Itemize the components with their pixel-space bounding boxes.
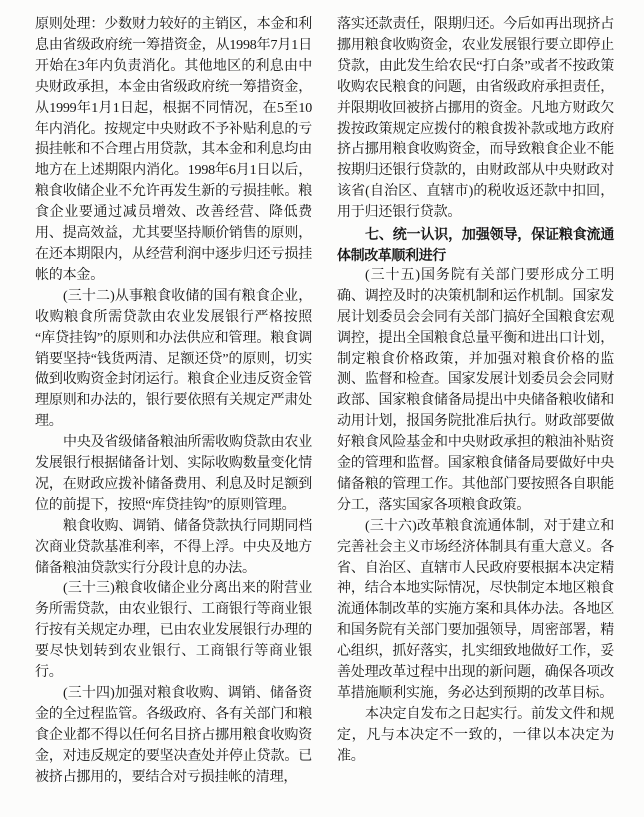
paragraph-debt-resolution-continuation: 原则处理：少数财力较好的主销区，本金和利息由省级政府统一筹措资金，从1998年7月1日开始在3年内负责消化。其他地区的利息由中央财政承担，本金由省级政府统一筹措资金，从1999年1月1日起，根据不同情况，在5至10年内消化。按规定中央财政不予补贴利息的亏损挂帐和不合理占用贷款，其本金和利息均由地方在上述期限内消化。1998年6月1日以后，粮食收储企业不允许再发生新的亏损挂帐。粮食企业要通过减员增效、改善经营、降低费用、提高效益，尤其要坚持顺价销售的原则，在还本期限内，从经营利润中逐步归还亏损挂帐的本金。 <box>35 17 312 283</box>
paragraph-effective-date: 本决定自发布之日起实行。前发文件和规定，凡与本决定不一致的，一律以本决定为准。 <box>337 706 614 764</box>
right-column <box>337 15 614 817</box>
paragraph-item-32: (三十二)从事粮食收储的国有粮食企业，收购粮食所需贷款由农业发展银行严格按照“库贷挂钩”的原则和办法供应和管理。粮食调销要坚持“钱货两清、足额还贷”的原则，切实做到收购资金封闭运行。粮食企业违反资金管理原则和办法的，银行要依照有关规定严肃处理。 <box>35 288 312 430</box>
left-column <box>35 15 312 817</box>
paragraph-item-36: (三十六)改革粮食流通体制，对于建立和完善社会主义市场经济体制具有重大意义。各省、自治区、直辖市人民政府要根据本决定精神，结合本地实际情况，尽快制定本地区粮食流通体制改革的实施方案和具体办法。各地区和国务院有关部门要加强领导，周密部署，精心组织，抓好落实，扎实细致地做好工作，妥善处理改革过程中出现的新问题，确保各项改革措施顺利实施，务必达到预期的改革目标。 <box>337 518 614 701</box>
paragraph-repayment-responsibility-continuation: 落实还款责任，限期归还。今后如再出现挤占挪用粮食收购资金，农业发展银行要立即停止贷款，由此发生给农民“打白条”或者不按政策收购农民粮食的问题，由省级政府承担责任，并限期收回被挤占挪用的资金。凡地方财政欠拨按政策规定应拨付的粮食拨补款或地方政府挤占挪用粮食收购资金，而导致粮食企业不能按期归还银行贷款的，由财政部从中央财政对该省(自治区、直辖市)的税收返还款中扣回，用于归还银行贷款。 <box>337 17 614 221</box>
paragraph-loan-interest-rates: 粮食收购、调销、储备贷款执行同期同档次商业贷款基准利率，不得上浮。中央及地方储备粮油贷款实行分段计息的办法。 <box>35 518 312 576</box>
paragraph-item-34: (三十四)加强对粮食收购、调销、储备资金的全过程监管。各级政府、各有关部门和粮食企业都不得以任何名目挤占挪用粮食收购资金，对违反规定的要坚决查处并停止贷款。已被挤占挪用的，要结合对亏损挂帐的清理， <box>35 686 312 785</box>
paragraph-reserve-loans: 中央及省级储备粮油所需收购贷款由农业发展银行根据储备计划、实际收购数量变化情况，在财政应拨补储备费用、利息及时足额到位的前提下，按照“库贷挂钩”的原则管理。 <box>35 435 312 513</box>
paragraph-item-33: (三十三)粮食收储企业分离出来的附营业务所需贷款，由农业银行、工商银行等商业银行按有关规定办理，已由农业发展银行办理的要尽快划转到农业银行、工商银行等商业银行。 <box>35 581 312 681</box>
paragraph-item-35: (三十五)国务院有关部门要形成分工明确、调控及时的决策机制和运作机制。国家发展计划委员会会同有关部门搞好全国粮食宏观调控，提出全国粮食总量平衡和进出口计划，制定粮食价格政策，并加强对粮食价格的监测、监督和检查。国家发展计划委员会会同财政部、国家粮食储备局提出中央储备粮收储和动用计划，报国务院批准后执行。财政部要做好粮食风险基金和中央财政承担的粮油补贴资金的管理和监督。国家粮食储备局要做好中央储备粮的管理工作。其他部门要按照各自职能分工，落实国家各项粮食政策。 <box>337 267 614 513</box>
section-heading-seven: 七、统一认识，加强领导，保证粮食流通体制改革顺利进行 <box>337 226 614 263</box>
